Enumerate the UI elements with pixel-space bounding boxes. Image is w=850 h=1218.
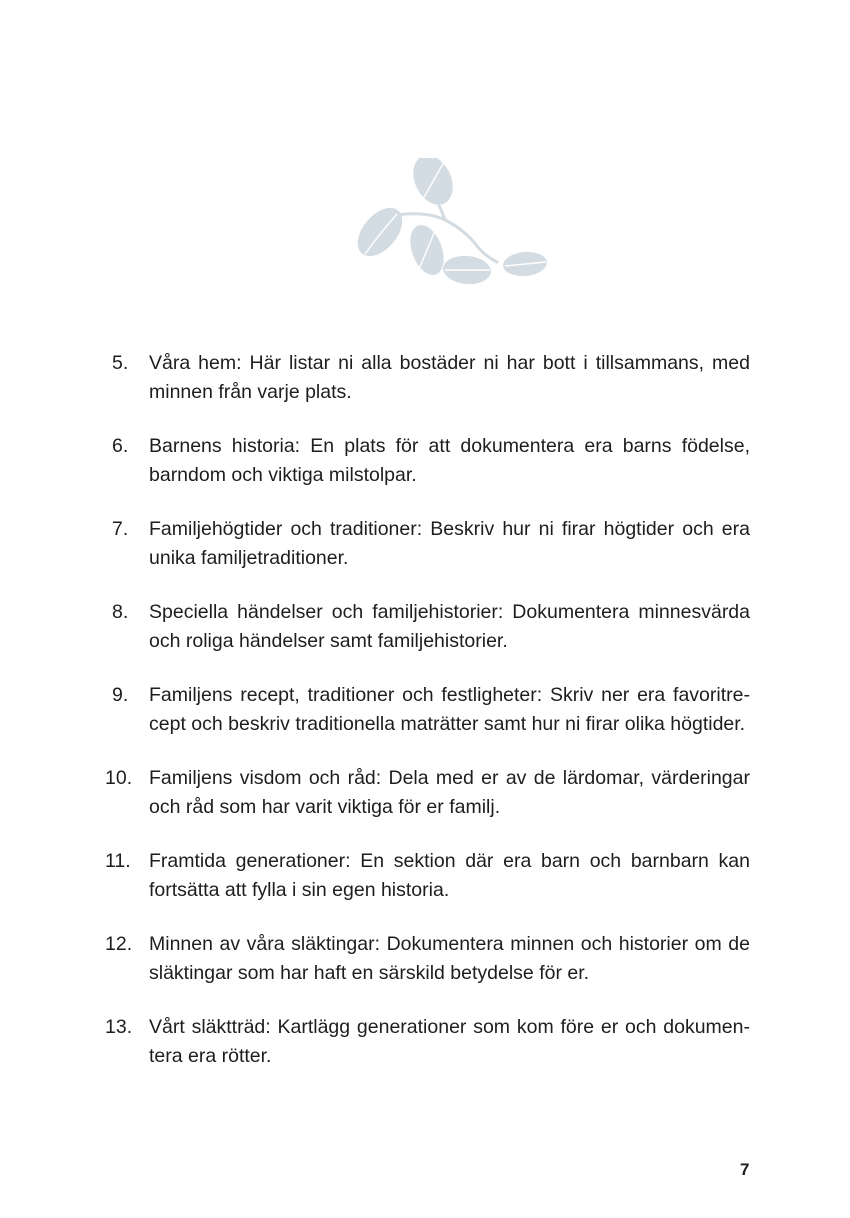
item-number: 10. — [105, 767, 133, 789]
list-item — [105, 764, 750, 822]
list-item — [105, 598, 750, 656]
page-number: 7 — [740, 1160, 750, 1179]
item-number: 5. — [112, 352, 129, 374]
content-list — [105, 349, 750, 1096]
item-text: Framtida generationer: En sektion där era barn och barnbarn kan fortsätta att fylla i sin egen historia. — [149, 850, 750, 901]
list-item — [105, 515, 750, 573]
item-text: Familjens visdom och råd: Dela med er av de lärdomar, värderingar och råd som har varit viktiga för er familj. — [149, 767, 750, 818]
item-text: Speciella händelser och familjehistorier: Dokumentera minnesvärda och roliga händelser samt familjehistorier. — [149, 601, 750, 652]
item-number: 8. — [112, 601, 129, 623]
item-number: 13. — [105, 1016, 133, 1038]
leaf-ornament-icon — [345, 158, 555, 290]
list-item — [105, 847, 750, 905]
item-text: Minnen av våra släktingar: Dokumentera minnen och historier om de släktingar som har haft en särskild betydelse för er. — [149, 933, 750, 984]
item-text: Våra hem: Här listar ni alla bostäder ni har bott i tillsammans, med minnen från varje plats. — [149, 352, 750, 403]
list-item — [105, 681, 750, 739]
item-number: 7. — [112, 518, 129, 540]
list-item — [105, 930, 750, 988]
item-text: Vårt släktträd: Kartlägg generationer som kom före er och dokumentera era rötter. — [149, 1016, 750, 1067]
item-text: Familjehögtider och traditioner: Beskriv hur ni firar högtider och era unika familjetraditioner. — [149, 518, 750, 569]
item-number: 9. — [112, 684, 129, 706]
item-text: Familjens recept, traditioner och festligheter: Skriv ner era favoritrecept och beskriv traditionella maträtter samt hur ni firar olika högtider. — [149, 684, 750, 735]
list-item — [105, 432, 750, 490]
item-text: Barnens historia: En plats för att dokumentera era barns födelse, barndom och viktiga milstolpar. — [149, 435, 750, 486]
list-item — [105, 349, 750, 407]
item-number: 6. — [112, 435, 129, 457]
list-item — [105, 1013, 750, 1071]
item-number: 12. — [105, 933, 133, 955]
item-number: 11. — [105, 850, 131, 872]
